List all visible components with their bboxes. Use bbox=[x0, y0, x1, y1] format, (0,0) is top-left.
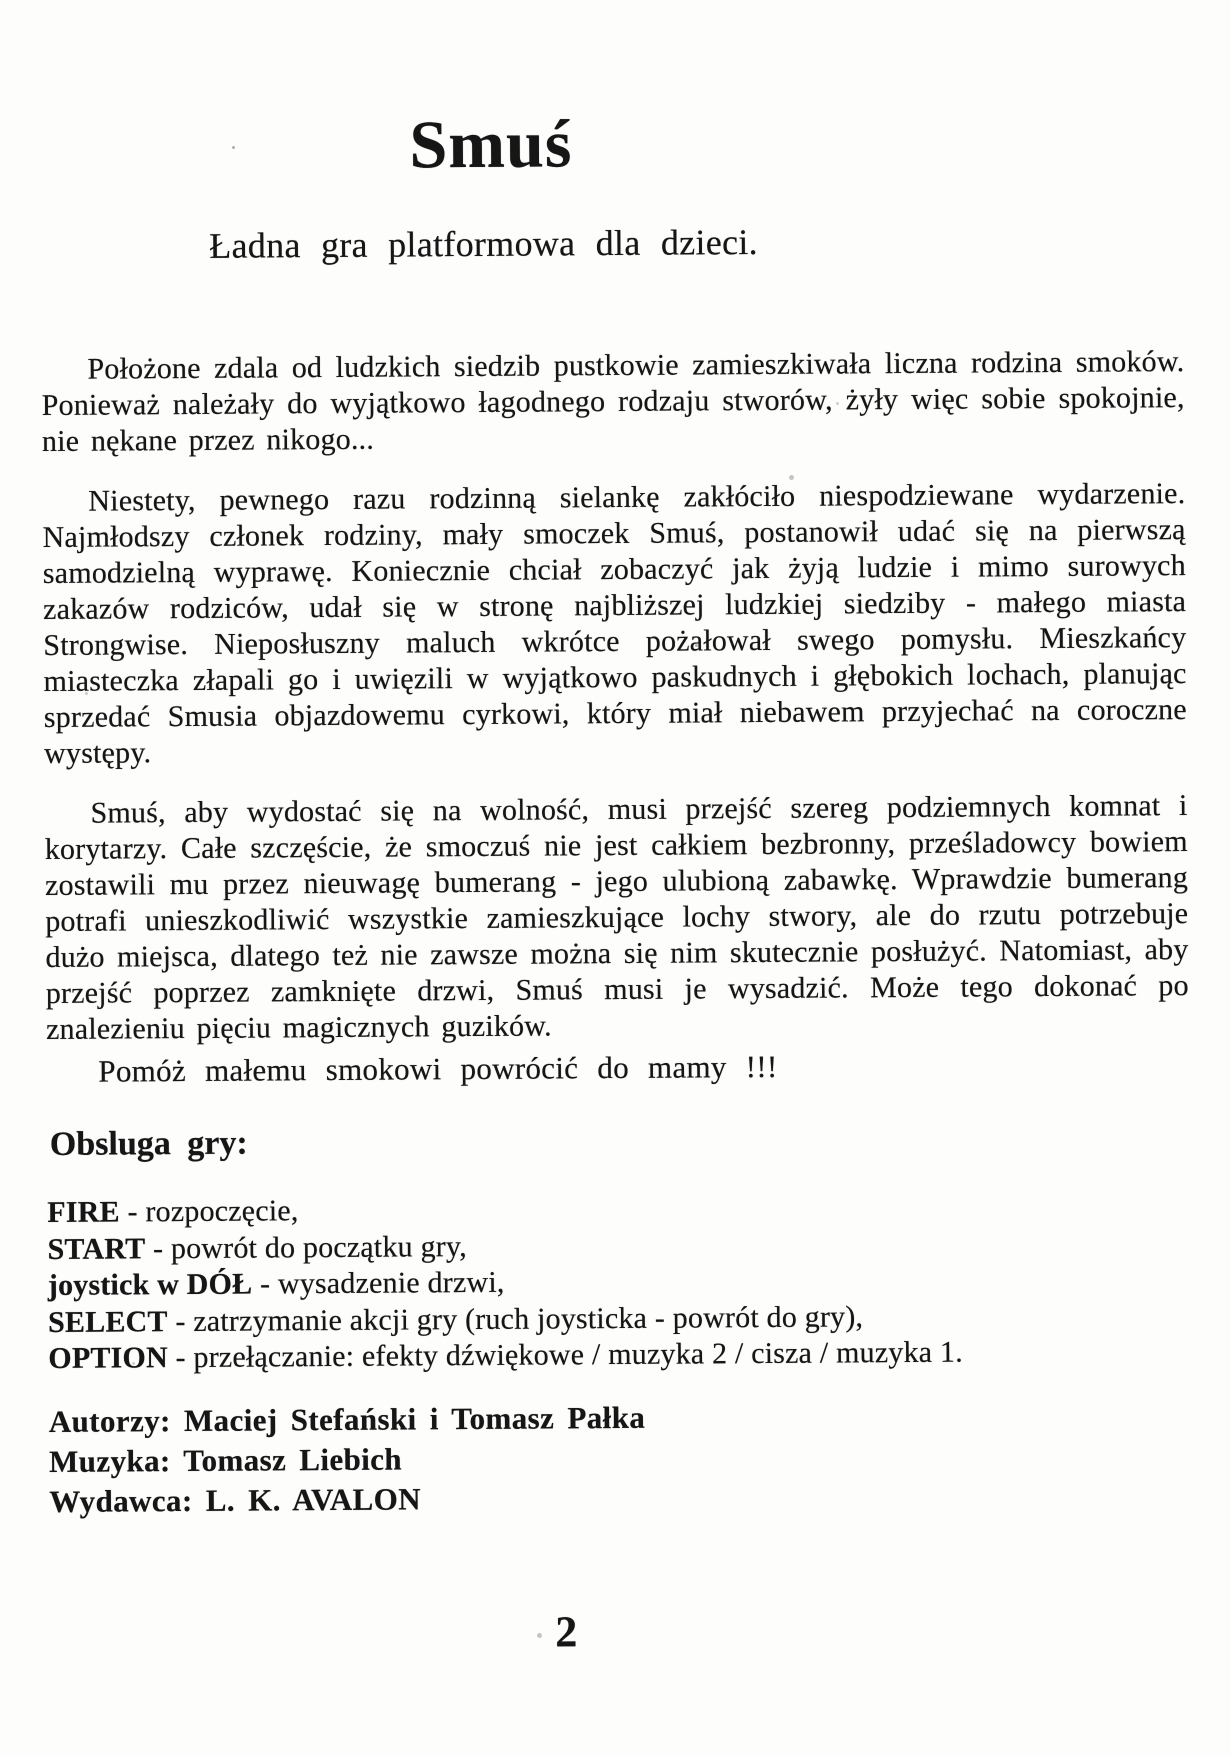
control-desc: - powrót do początku gry, bbox=[152, 1229, 467, 1265]
control-desc: - wysadzenie drzwi, bbox=[259, 1265, 505, 1301]
control-desc: - przełączanie: efekty dźwiękowe / muzyka 2 / cisza / muzyka 1. bbox=[175, 1335, 963, 1375]
credit-label: Wydawca: bbox=[49, 1482, 193, 1519]
credit-value: Maciej Stefański i Tomasz Pałka bbox=[183, 1399, 646, 1439]
control-row-option bbox=[48, 1333, 1208, 1378]
credits-list bbox=[49, 1394, 1210, 1522]
call-to-action: Pomóż małemu smokowi powrócić do mamy !!! bbox=[98, 1048, 778, 1089]
controls-heading: Obsluga gry: bbox=[49, 1124, 248, 1163]
page-number: 2 bbox=[555, 1607, 578, 1657]
controls-list bbox=[47, 1187, 1208, 1378]
control-key: OPTION bbox=[48, 1341, 169, 1375]
story-paragraph-1: Położone zdala od ludzkich siedzib pustkowie zamieszkiwała liczna rodzina smoków. Ponieważ należały do wyjątkowo łagodnego rodzaju stworów, żyły więc sobie spokojnie, nie nękane przez nikogo... bbox=[41, 345, 1185, 458]
story-section bbox=[41, 344, 1189, 1072]
credit-row-publisher bbox=[49, 1474, 1209, 1522]
control-key: FIRE bbox=[47, 1195, 120, 1229]
control-key: START bbox=[47, 1231, 146, 1266]
credit-label: Autorzy: bbox=[48, 1403, 171, 1439]
credit-value: Tomasz Liebich bbox=[183, 1441, 403, 1479]
story-paragraph-3: Smuś, aby wydostać się na wolność, musi przejść szereg podziemnych komnat i korytarzy. Całe szczęście, że smoczuś nie jest całkiem bezbronny, prześladowcy bowiem zostawili mu przez nieuwagę bumerang - jego ulubioną zabawkę. Wprawdzie bumerang potrafi unieszkodliwić wszystkie zamieszkujące lochy stwory, ale do rzutu potrzebuje dużo miejsca, dlatego też nie zawsze można się nim skutecznie posłużyć. Natomiast, aby przejść poprzez zamknięte drzwi, Smuś musi je wysadzić. Może tego dokonać po znalezieniu pięciu magicznych guzików. bbox=[44, 789, 1189, 1046]
page-subtitle: Ładna gra platformowa dla dzieci. bbox=[209, 221, 759, 266]
credit-label: Muzyka: bbox=[48, 1443, 171, 1479]
control-key: joystick w DÓŁ bbox=[47, 1267, 253, 1302]
credit-value: L. K. AVALON bbox=[205, 1481, 422, 1518]
control-key: SELECT bbox=[47, 1304, 168, 1339]
page-title: Smuś bbox=[409, 105, 573, 183]
control-desc: - rozpoczęcie, bbox=[127, 1194, 299, 1229]
scan-noise bbox=[232, 146, 235, 149]
story-paragraph-2: Niestety, pewnego razu rodzinną sielankę zakłóciło niespodziewane wydarzenie. Najmłodszy członek rodziny, mały smoczek Smuś, postanowił udać się na pierwszą samodzielną wyprawę. Koniecznie chciał zobaczyć jak żyją ludzie i mimo surowych zakazów rodziców, udał się w stronę najbliższej ludzkiej siedziby - małego miasta Strongwise. Nieposłuszny maluch wkrótce pożałował swego pomysłu. Mieszkańcy miasteczka złapali go i uwięzili w wyjątkowo paskudnych i głębokich lochach, planując sprzedać Smusia objazdowemu cyrkowi, który miał niebawem przyjechać na coroczne występy. bbox=[42, 477, 1187, 770]
control-desc: - zatrzymanie akcji gry (ruch joysticka - powrót do gry), bbox=[175, 1299, 864, 1338]
